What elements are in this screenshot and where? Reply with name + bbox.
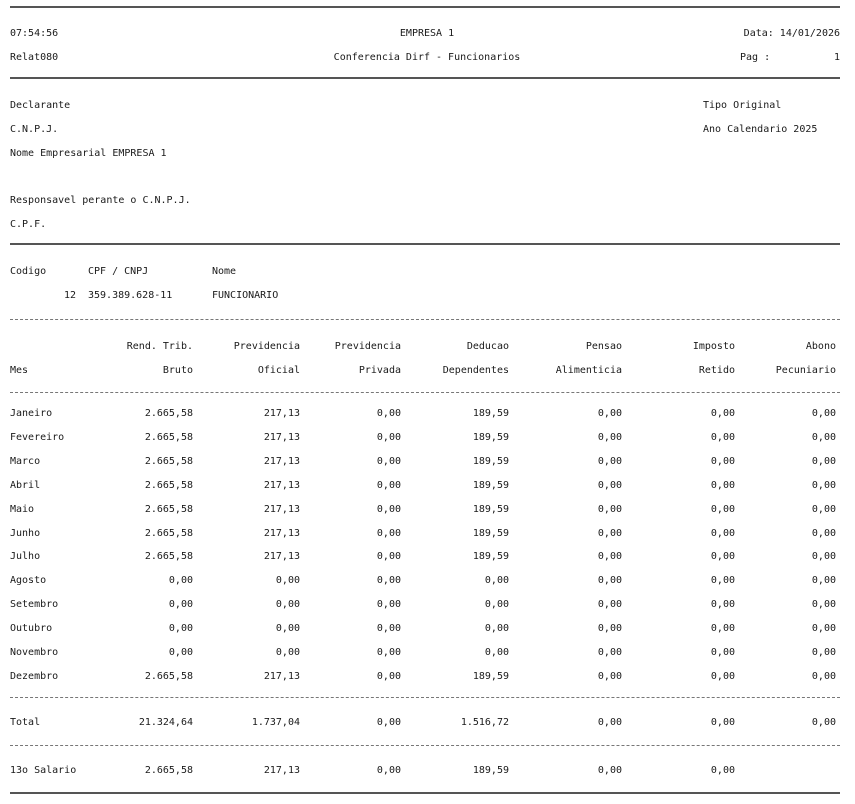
dashed-rule-employee xyxy=(10,319,840,320)
table-row-5-imposto-retido: 0,00 xyxy=(710,527,735,539)
table-row-3-prev-privada: 0,00 xyxy=(376,479,401,491)
table-row-3-deducao-dependentes: 189,59 xyxy=(472,479,509,491)
col-imposto-header-bottom: Retido xyxy=(698,365,735,376)
table-row-9-prev-privada: 0,00 xyxy=(376,623,401,635)
dashed-rule-before-13o xyxy=(10,745,840,746)
table-row-4-prev-privada: 0,00 xyxy=(376,503,401,515)
table-row-11-deducao-dependentes: 189,59 xyxy=(472,670,509,682)
col-prev-oficial-header-bottom: Oficial xyxy=(257,365,300,376)
table-row-1-deducao-dependentes: 189,59 xyxy=(472,431,509,443)
table-row-5-prev-oficial: 217,13 xyxy=(263,527,300,539)
table-row-0-mes: Janeiro xyxy=(10,408,53,419)
table-row-1-mes: Fevereiro xyxy=(10,431,65,443)
table-row-8-prev-privada: 0,00 xyxy=(376,599,401,611)
table-row-2-deducao-dependentes: 189,59 xyxy=(472,455,509,467)
col-pensao-header-top: Pensao xyxy=(585,341,622,352)
table-row-8-deducao-dependentes: 0,00 xyxy=(484,599,509,611)
table-row-10-prev-oficial: 0,00 xyxy=(275,647,300,658)
table-row-2-rend-bruto: 2.665,58 xyxy=(144,455,193,467)
tipo-original: Tipo Original xyxy=(703,100,782,111)
table-row-7-prev-oficial: 0,00 xyxy=(275,575,300,587)
table-row-11-imposto-retido: 0,00 xyxy=(710,670,735,682)
table-row-0-pensao-alimenticia: 0,00 xyxy=(597,408,622,419)
cpf-label: C.P.F. xyxy=(10,219,47,230)
table-row-4-prev-oficial: 217,13 xyxy=(263,503,300,515)
double-rule-top xyxy=(10,6,840,8)
table-row-6-deducao-dependentes: 189,59 xyxy=(472,551,509,563)
decimo-deducao-dependentes: 189,59 xyxy=(472,765,509,776)
table-row-6-prev-oficial: 217,13 xyxy=(263,551,300,563)
col-prev-oficial-header-top: Previdencia xyxy=(233,341,300,352)
col-abono-header-bottom: Pecuniario xyxy=(775,365,836,376)
table-row-7-pensao-alimenticia: 0,00 xyxy=(597,575,622,587)
ano-calendario: Ano Calendario 2025 xyxy=(703,124,818,135)
table-row-7-imposto-retido: 0,00 xyxy=(710,575,735,587)
table-row-3-mes: Abril xyxy=(10,479,41,491)
table-row-5-mes: Junho xyxy=(10,527,41,539)
dashed-rule-before-total xyxy=(10,697,840,698)
col-nome-header: Nome xyxy=(212,266,237,277)
col-rend-header-top: Rend. Trib. xyxy=(126,341,193,352)
col-rend-header-bottom: Bruto xyxy=(162,365,193,376)
company-name: EMPRESA 1 xyxy=(399,28,455,39)
table-row-10-mes: Novembro xyxy=(10,647,59,658)
report-date: Data: 14/01/2026 xyxy=(743,28,840,39)
responsavel-label: Responsavel perante o C.N.P.J. xyxy=(10,195,191,206)
table-row-4-pensao-alimenticia: 0,00 xyxy=(597,503,622,515)
table-row-5-abono-pecuniario: 0,00 xyxy=(811,527,836,539)
decimo-prev-oficial: 217,13 xyxy=(263,765,300,776)
table-row-6-pensao-alimenticia: 0,00 xyxy=(597,551,622,563)
table-row-6-imposto-retido: 0,00 xyxy=(710,551,735,563)
table-row-1-pensao-alimenticia: 0,00 xyxy=(597,431,622,443)
col-codigo-header: Codigo xyxy=(10,266,47,277)
table-row-8-imposto-retido: 0,00 xyxy=(710,599,735,611)
table-row-7-deducao-dependentes: 0,00 xyxy=(484,575,509,587)
table-row-9-pensao-alimenticia: 0,00 xyxy=(597,623,622,635)
table-row-8-abono-pecuniario: 0,00 xyxy=(811,599,836,611)
table-row-4-abono-pecuniario: 0,00 xyxy=(811,503,836,515)
decimo-pensao-alimenticia: 0,00 xyxy=(597,765,622,776)
table-row-1-prev-privada: 0,00 xyxy=(376,431,401,443)
dashed-rule-table-header xyxy=(10,392,840,393)
decimo-rend-bruto: 2.665,58 xyxy=(144,765,193,776)
total-imposto-retido: 0,00 xyxy=(710,717,735,728)
table-row-8-mes: Setembro xyxy=(10,599,59,611)
report-time: 07:54:56 xyxy=(10,28,59,39)
table-row-7-rend-bruto: 0,00 xyxy=(168,575,193,587)
col-prev-privada-header-top: Previdencia xyxy=(334,341,401,352)
table-row-3-abono-pecuniario: 0,00 xyxy=(811,479,836,491)
report-code: Relat080 xyxy=(10,52,59,63)
table-row-5-pensao-alimenticia: 0,00 xyxy=(597,527,622,539)
table-row-4-mes: Maio xyxy=(10,503,35,515)
table-row-3-prev-oficial: 217,13 xyxy=(263,479,300,491)
table-row-1-abono-pecuniario: 0,00 xyxy=(811,431,836,443)
total-prev-oficial: 1.737,04 xyxy=(251,717,300,728)
nome-empresarial: Nome Empresarial EMPRESA 1 xyxy=(10,148,167,159)
cnpj-label: C.N.P.J. xyxy=(10,124,59,135)
total-pensao-alimenticia: 0,00 xyxy=(597,717,622,728)
col-mes-header: Mes xyxy=(10,365,29,376)
table-row-6-prev-privada: 0,00 xyxy=(376,551,401,563)
total-rend-bruto: 21.324,64 xyxy=(138,717,193,728)
table-row-9-prev-oficial: 0,00 xyxy=(275,623,300,635)
table-row-7-prev-privada: 0,00 xyxy=(376,575,401,587)
decimo-imposto-retido: 0,00 xyxy=(710,765,735,776)
table-row-11-mes: Dezembro xyxy=(10,670,59,682)
col-prev-privada-header-bottom: Privada xyxy=(358,365,401,376)
table-row-0-deducao-dependentes: 189,59 xyxy=(472,408,509,419)
table-row-4-deducao-dependentes: 189,59 xyxy=(472,503,509,515)
table-row-10-rend-bruto: 0,00 xyxy=(168,647,193,658)
table-row-8-prev-oficial: 0,00 xyxy=(275,599,300,611)
table-row-2-prev-oficial: 217,13 xyxy=(263,455,300,467)
table-row-1-imposto-retido: 0,00 xyxy=(710,431,735,443)
table-row-3-pensao-alimenticia: 0,00 xyxy=(597,479,622,491)
col-abono-header-top: Abono xyxy=(805,341,836,352)
table-row-0-imposto-retido: 0,00 xyxy=(710,408,735,419)
table-row-10-deducao-dependentes: 0,00 xyxy=(484,647,509,658)
table-row-1-rend-bruto: 2.665,58 xyxy=(144,431,193,443)
table-row-11-prev-oficial: 217,13 xyxy=(263,670,300,682)
report-title: Conferencia Dirf - Funcionarios xyxy=(333,52,521,63)
table-row-9-abono-pecuniario: 0,00 xyxy=(811,623,836,635)
col-deducao-header-bottom: Dependentes xyxy=(442,365,509,376)
decimo-mes: 13o Salario xyxy=(10,765,77,776)
table-row-10-prev-privada: 0,00 xyxy=(376,647,401,658)
table-row-0-abono-pecuniario: 0,00 xyxy=(811,408,836,419)
total-mes: Total xyxy=(10,717,41,728)
table-row-5-prev-privada: 0,00 xyxy=(376,527,401,539)
decimo-prev-privada: 0,00 xyxy=(376,765,401,776)
table-row-6-rend-bruto: 2.665,58 xyxy=(144,551,193,563)
employee-cpf: 359.389.628-11 xyxy=(88,290,173,301)
total-deducao-dependentes: 1.516,72 xyxy=(460,717,509,728)
table-row-1-prev-oficial: 217,13 xyxy=(263,431,300,443)
table-row-7-mes: Agosto xyxy=(10,575,47,587)
table-row-10-abono-pecuniario: 0,00 xyxy=(811,647,836,658)
table-row-3-imposto-retido: 0,00 xyxy=(710,479,735,491)
declarant-title: Declarante xyxy=(10,100,71,111)
table-row-2-pensao-alimenticia: 0,00 xyxy=(597,455,622,467)
double-rule-bottom xyxy=(10,792,840,794)
table-row-8-pensao-alimenticia: 0,00 xyxy=(597,599,622,611)
table-row-9-rend-bruto: 0,00 xyxy=(168,623,193,635)
table-row-0-rend-bruto: 2.665,58 xyxy=(144,408,193,419)
table-row-4-imposto-retido: 0,00 xyxy=(710,503,735,515)
col-cpf-header: CPF / CNPJ xyxy=(88,266,149,277)
total-prev-privada: 0,00 xyxy=(376,717,401,728)
table-row-6-abono-pecuniario: 0,00 xyxy=(811,551,836,563)
table-row-0-prev-privada: 0,00 xyxy=(376,408,401,419)
table-row-7-abono-pecuniario: 0,00 xyxy=(811,575,836,587)
table-row-10-pensao-alimenticia: 0,00 xyxy=(597,647,622,658)
col-pensao-header-bottom: Alimenticia xyxy=(555,365,622,376)
table-row-10-imposto-retido: 0,00 xyxy=(710,647,735,658)
table-row-5-deducao-dependentes: 189,59 xyxy=(472,527,509,539)
table-row-5-rend-bruto: 2.665,58 xyxy=(144,527,193,539)
table-row-9-imposto-retido: 0,00 xyxy=(710,623,735,635)
col-imposto-header-top: Imposto xyxy=(692,341,735,352)
table-row-9-mes: Outubro xyxy=(10,623,53,635)
double-rule-header xyxy=(10,77,840,79)
table-row-2-prev-privada: 0,00 xyxy=(376,455,401,467)
table-row-8-rend-bruto: 0,00 xyxy=(168,599,193,611)
employee-codigo: 12 xyxy=(63,290,76,301)
table-row-3-rend-bruto: 2.665,58 xyxy=(144,479,193,491)
table-row-11-prev-privada: 0,00 xyxy=(376,670,401,682)
page-label: Pag : xyxy=(740,52,771,63)
double-rule-declarant xyxy=(10,243,840,245)
table-row-4-rend-bruto: 2.665,58 xyxy=(144,503,193,515)
table-row-0-prev-oficial: 217,13 xyxy=(263,408,300,419)
employee-nome: FUNCIONARIO xyxy=(212,290,279,301)
table-row-2-mes: Marco xyxy=(10,455,41,467)
table-row-9-deducao-dependentes: 0,00 xyxy=(484,623,509,635)
table-row-2-abono-pecuniario: 0,00 xyxy=(811,455,836,467)
page-number: 1 xyxy=(833,52,840,63)
table-row-11-rend-bruto: 2.665,58 xyxy=(144,670,193,682)
table-row-11-abono-pecuniario: 0,00 xyxy=(811,670,836,682)
col-deducao-header-top: Deducao xyxy=(466,341,509,352)
table-row-6-mes: Julho xyxy=(10,551,41,563)
table-row-11-pensao-alimenticia: 0,00 xyxy=(597,670,622,682)
table-row-2-imposto-retido: 0,00 xyxy=(710,455,735,467)
total-abono-pecuniario: 0,00 xyxy=(811,717,836,728)
